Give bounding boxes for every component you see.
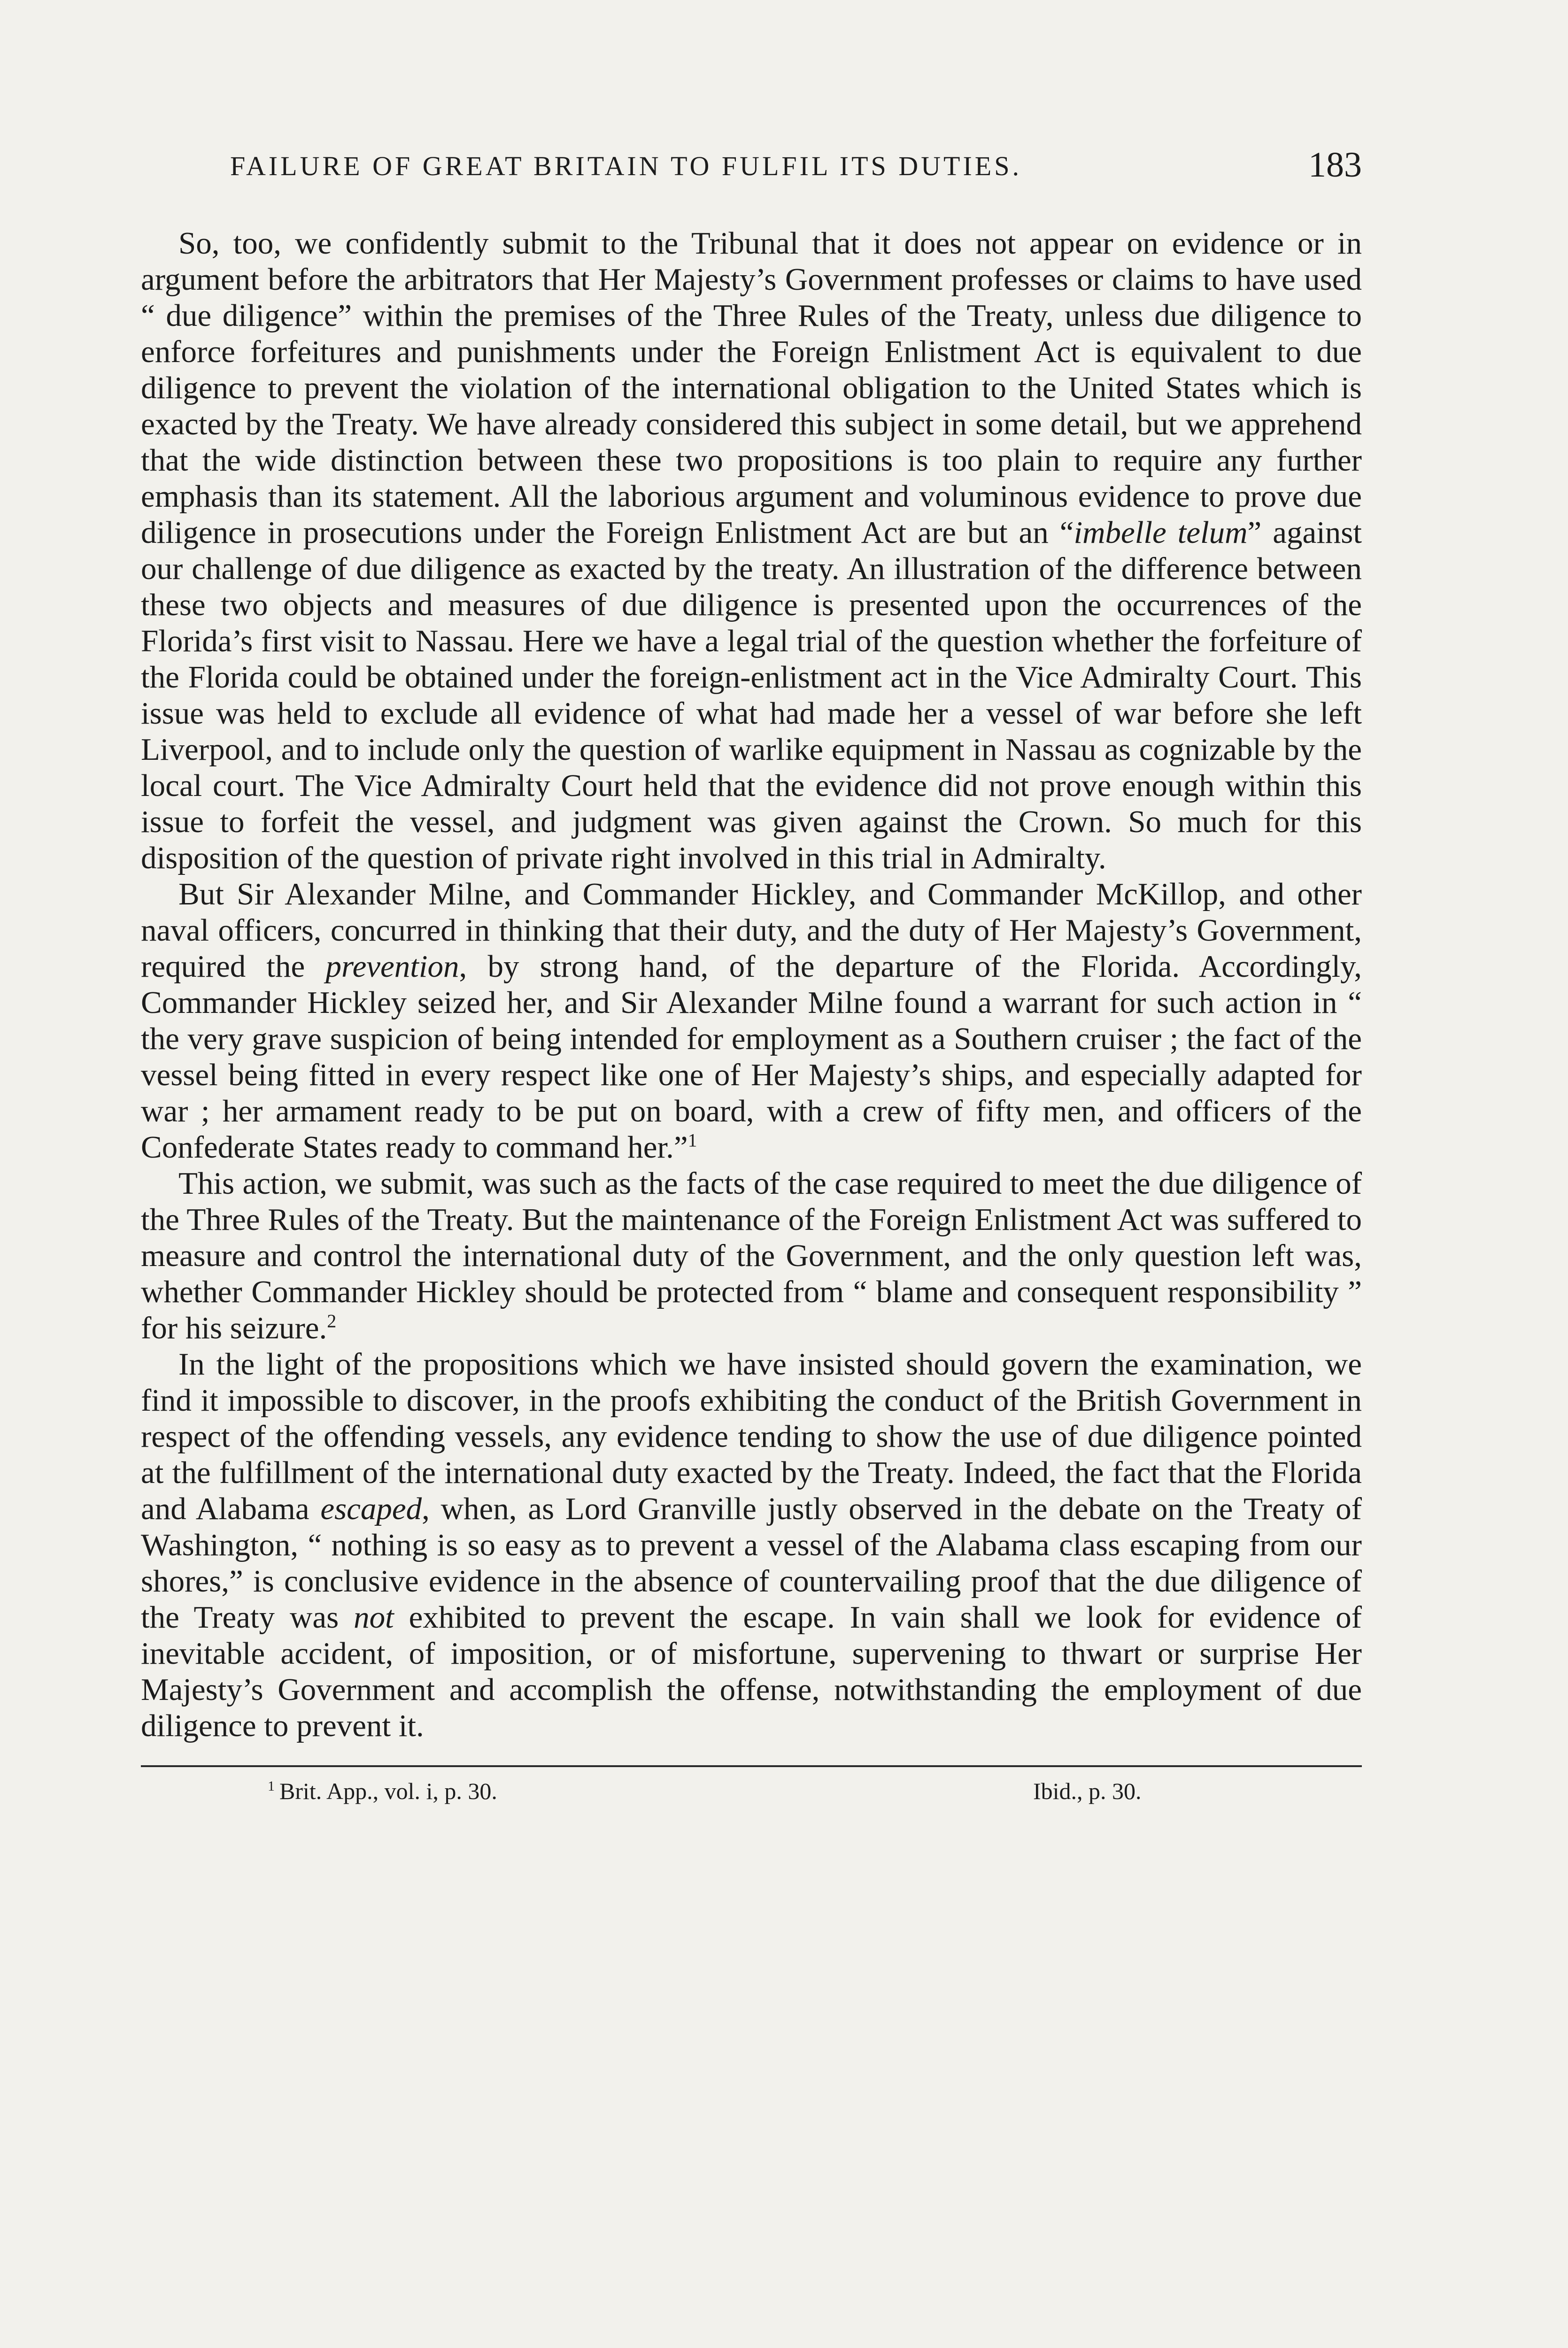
document-page: [141, 141, 1362, 1819]
paragraph-2-italic-prevention: prevention: [325, 949, 459, 984]
paragraph-4-text-3: exhibited to prevent the escape. In vain shall we look for evidence of inevitable accident, of imposition, or of misfortune, supervening to thwart or surprise Her Majesty’s Government and accomplish the offense, notwithstanding the employment of due diligence to prevent it.: [141, 1600, 1362, 1743]
paragraph-4: [141, 1346, 1362, 1744]
footnotes: [141, 1767, 1362, 1819]
paragraph-1-italic-imbelle-telum: imbelle telum: [1074, 515, 1248, 550]
running-title: FAILURE OF GREAT BRITAIN TO FULFIL ITS DUTIES.: [230, 151, 1022, 181]
body-text: [141, 225, 1362, 1744]
footnote-2-text: Ibid., p. 30.: [1033, 1778, 1142, 1804]
paragraph-2-text-1: But Sir Alexander Milne, and Commander Hickley, and Commander McKillop, and other naval officers, concurred in thinking that their duty, and the duty of Her Majesty’s Government, required the: [141, 877, 1362, 984]
paragraph-4-italic-escaped: escaped: [320, 1491, 422, 1526]
paragraph-4-text-2: , when, as Lord Granville justly observed in the debate on the Treaty of Washington, “ nothing is so easy as to prevent a vessel of the Alabama class escaping from our shores,” is conclusive evidence in the absence of countervailing proof that the due diligence of the Treaty was: [141, 1491, 1362, 1635]
footnote-1-marker: 1: [268, 1778, 275, 1794]
paragraph-1-text-2: ” against our challenge of due diligence as exacted by the treaty. An illustration of the difference between these two objects and measures of due diligence is presented upon the occurrences of the Florida’s first visit to Nassau. Here we have a legal trial of the question whether the forfeiture of the Florida could be obtained under the foreign-enlistment act in the Vice Admiralty Court. This issue was held to exclude all evidence of what had made her a vessel of war before she left Liverpool, and to include only the question of warlike equipment in Nassau as cognizable by the local court. The Vice Admiralty Court held that the evidence did not prove enough within this issue to forfeit the vessel, and judgment was given against the Crown. So much for this disposition of the question of private right involved in this trial in Admiralty.: [141, 515, 1362, 875]
footnote-1: [268, 1777, 497, 1805]
paragraph-1: [141, 225, 1362, 876]
footnote-ref-2: 2: [327, 1310, 337, 1332]
running-head: [141, 141, 1362, 197]
footnote-2: [1033, 1777, 1142, 1805]
paragraph-2-text-2: , by strong hand, of the departure of the Florida. Accordingly, Commander Hickley seized her, and Sir Alexander Milne found a warrant for such action in “ the very grave suspicion of being intended for employment as a Southern cruiser ; the fact of the vessel being fitted in every respect like one of Her Majesty’s ships, and especially adapted for war ; her armament ready to be put on board, with a crew of fifty men, and officers of the Confederate States ready to command her.”: [141, 949, 1362, 1165]
paragraph-1-text-1: So, too, we confidently submit to the Tribunal that it does not appear on evidence or in argument before the arbitrators that Her Majesty’s Government professes or claims to have used “ due diligence” within the premises of the Three Rules of the Treaty, unless due diligence to enforce forfeitures and punishments under the Foreign Enlistment Act is equivalent to due diligence to prevent the violation of the international obligation to the United States which is exacted by the Treaty. We have already considered this subject in some detail, but we apprehend that the wide distinction between these two propositions is too plain to require any further emphasis than its statement. All the laborious argument and voluminous evidence to prove due diligence in prosecutions under the Foreign Enlistment Act are but an “: [141, 226, 1362, 550]
paragraph-3: [141, 1166, 1362, 1346]
footnote-ref-1: 1: [687, 1129, 697, 1151]
paragraph-2: [141, 876, 1362, 1166]
page-number: 183: [1308, 145, 1362, 185]
paragraph-4-italic-not: not: [354, 1600, 394, 1635]
paragraph-4-text-1: In the light of the propositions which we have insisted should govern the examination, we find it impossible to discover, in the proofs exhibiting the conduct of the British Government in respect of the offending vessels, any evidence tending to show the use of due diligence pointed at the fulfillment of the international duty exacted by the Treaty. Indeed, the fact that the Florida and Alabama: [141, 1347, 1362, 1526]
footnote-1-text: Brit. App., vol. i, p. 30.: [279, 1778, 497, 1804]
paragraph-3-text-1: This action, we submit, was such as the facts of the case required to meet the due diligence of the Three Rules of the Treaty. But the maintenance of the Foreign Enlistment Act was suffered to measure and control the international duty of the Government, and the only question left was, whether Commander Hickley should be protected from “ blame and consequent responsibility ” for his seizure.: [141, 1166, 1362, 1345]
